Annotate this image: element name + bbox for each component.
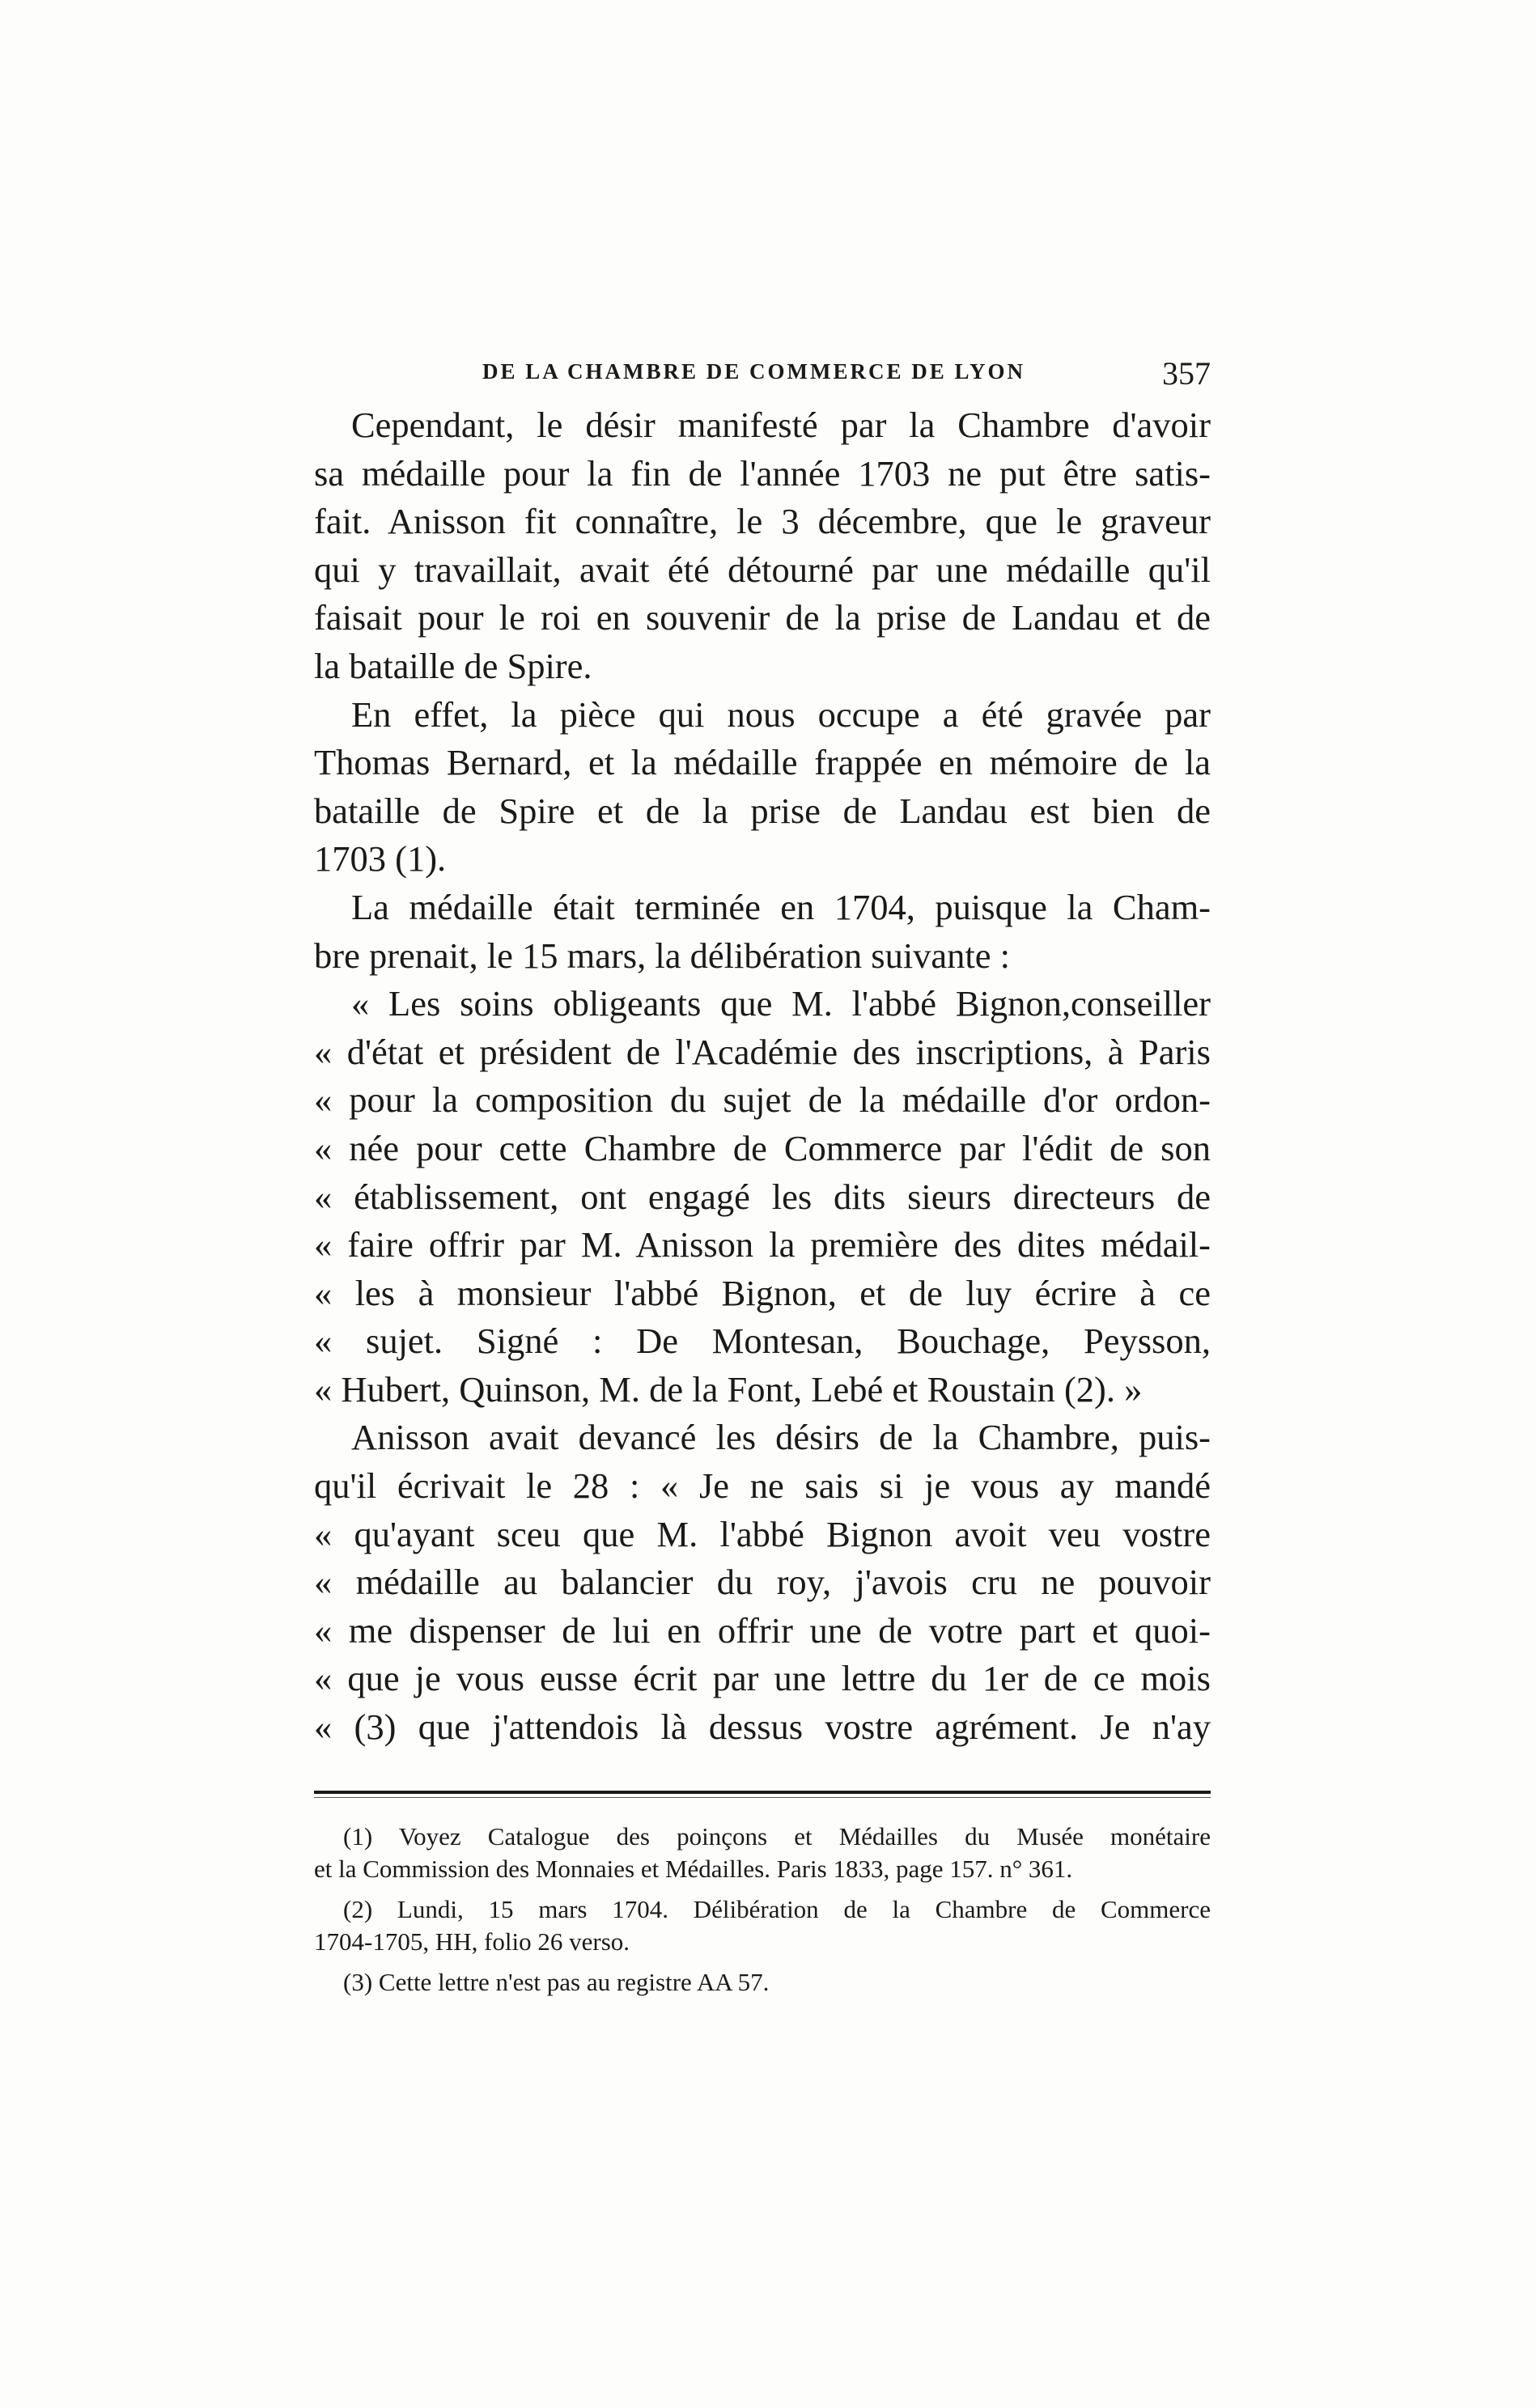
quote-line: « médaille au balancier du roy, j'avois cru ne pouvoir — [314, 1562, 1211, 1603]
quote-line: « pour la composition du sujet de la médaille d'or ordon- — [314, 1079, 1211, 1121]
body-line: bataille de Spire et de la prise de Landau est bien de — [314, 790, 1211, 831]
quote-line: « Les soins obligeants que M. l'abbé Bignon,conseiller — [351, 983, 1211, 1024]
body-line: fait. Anisson fit connaître, le 3 décembre, que le graveur — [314, 501, 1211, 542]
footnotes — [314, 1821, 1211, 1999]
body-line: sa médaille pour la fin de l'année 1703 ne put être satis- — [314, 452, 1211, 494]
body-line: En effet, la pièce qui nous occupe a été gravée par — [351, 693, 1211, 735]
quote-line: « les à monsieur l'abbé Bignon, et de luy écrire à ce — [314, 1272, 1211, 1313]
body-line: Thomas Bernard, et la médaille frappée en mémoire de la — [314, 742, 1211, 783]
quote-line: « faire offrir par M. Anisson la première des dites médail- — [314, 1224, 1211, 1265]
quote-line: « sujet. Signé : De Montesan, Bouchage, Peysson, — [314, 1321, 1211, 1362]
footnote-line: (3) Cette lettre n'est pas au registre AA 57. — [343, 1968, 770, 1996]
footnote-line: 1704-1705, HH, folio 26 verso. — [314, 1927, 630, 1956]
quote-line: « (3) que j'attendois là dessus vostre agrément. Je n'ay — [314, 1706, 1211, 1748]
body-line: qu'il écrivait le 28 : « Je ne sais si je vous ay mandé — [314, 1465, 1211, 1507]
body-line: bre prenait, le 15 mars, la délibération suivante : — [314, 935, 1011, 976]
running-title: DE LA CHAMBRE DE COMMERCE DE LYON — [482, 359, 1026, 384]
footnote-line: (1) Voyez Catalogue des poinçons et Médailles du Musée monétaire — [343, 1822, 1211, 1851]
running-head — [482, 354, 1211, 395]
footnote-rule-thin — [314, 1797, 1211, 1798]
quote-line: « née pour cette Chambre de Commerce par l'édit de son — [314, 1127, 1211, 1168]
quote-line: « Hubert, Quinson, M. de la Font, Lebé et Roustain (2). » — [314, 1368, 1143, 1410]
body-line: La médaille était terminée en 1704, puisque la Cham- — [351, 886, 1211, 927]
footnote-line: (2) Lundi, 15 mars 1704. Délibération de la Chambre de Commerce — [343, 1895, 1211, 1923]
quote-line: « me dispenser de lui en offrir une de votre part et quoi- — [314, 1609, 1211, 1651]
body-line: faisait pour le roi en souvenir de la prise de Landau et de — [314, 597, 1211, 638]
quote-line: « que je vous eusse écrit par une lettre du 1er de ce mois — [314, 1658, 1211, 1699]
footnote-rule — [314, 1791, 1211, 1794]
body-line: Cependant, le désir manifesté par la Chambre d'avoir — [351, 405, 1211, 445]
body-line: 1703 (1). — [314, 838, 447, 880]
body-line: Anisson avait devancé les désirs de la Chambre, puis- — [351, 1417, 1211, 1458]
body-line: qui y travaillait, avait été détourné par une médaille qu'il — [314, 549, 1211, 590]
footnote-line: et la Commission des Monnaies et Médailles. Paris 1833, page 157. n° 361. — [314, 1855, 1073, 1883]
quote-line: « d'état et président de l'Académie des inscriptions, à Paris — [314, 1031, 1211, 1072]
body-text — [314, 401, 1211, 1752]
quote-line: « établissement, ont engagé les dits sieurs directeurs de — [314, 1176, 1211, 1217]
quote-line: « qu'ayant sceu que M. l'abbé Bignon avoit veu vostre — [314, 1513, 1211, 1554]
body-line: la bataille de Spire. — [314, 645, 592, 686]
page-number: 357 — [1162, 355, 1211, 392]
